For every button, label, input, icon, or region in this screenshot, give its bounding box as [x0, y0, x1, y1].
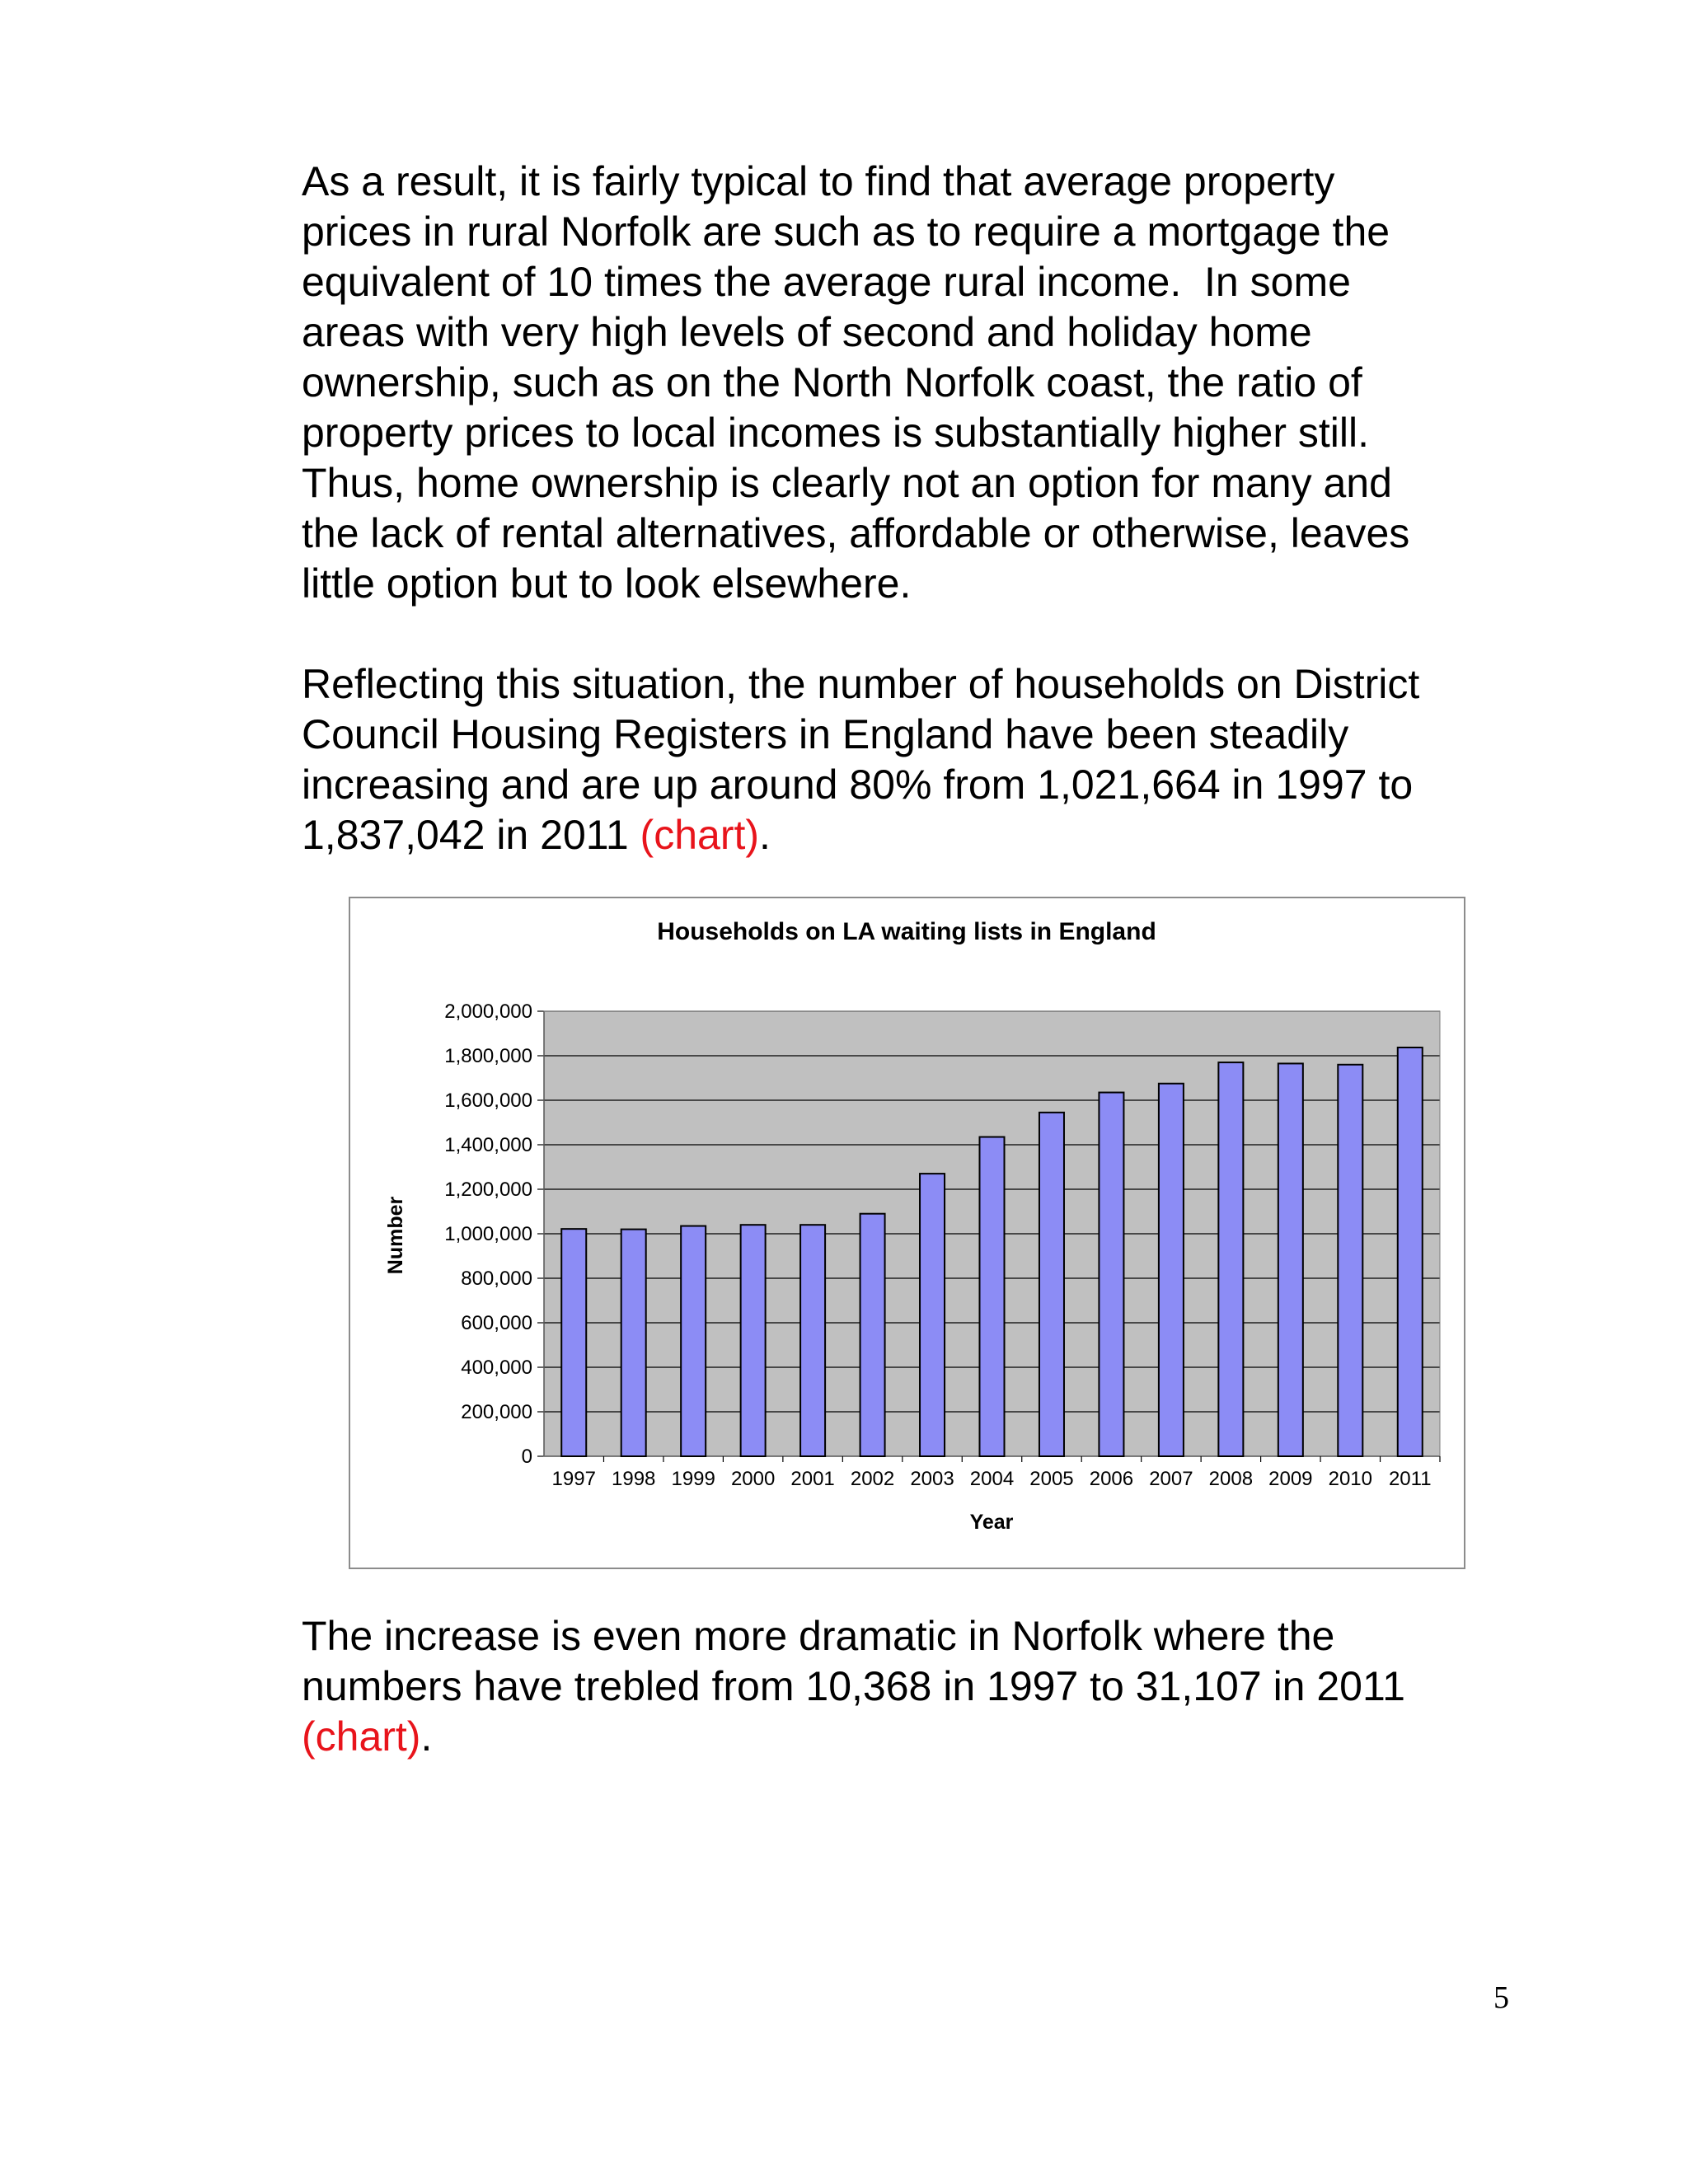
- chart-frame: [349, 897, 1465, 1569]
- x-tick-label: 2002: [850, 1468, 895, 1490]
- y-tick-label: 800,000: [461, 1268, 532, 1290]
- bar-2005: [1039, 1113, 1064, 1456]
- page-number: 5: [1493, 1980, 1509, 2015]
- y-tick-label: 400,000: [461, 1357, 532, 1379]
- text-line: areas with very high levels of second and holiday home: [302, 309, 1312, 355]
- bar-1997: [561, 1229, 586, 1456]
- bar-2009: [1278, 1063, 1303, 1456]
- y-tick-label: 1,600,000: [444, 1090, 532, 1112]
- x-tick-label: 1998: [612, 1468, 656, 1490]
- chart-link[interactable]: (chart): [302, 1713, 421, 1760]
- x-tick-label: 2000: [730, 1468, 776, 1490]
- bar-1998: [621, 1230, 646, 1456]
- bar-2002: [860, 1214, 885, 1456]
- y-tick-label: 1,200,000: [444, 1179, 532, 1201]
- text-line: the lack of rental alternatives, affordable or otherwise, leaves: [302, 510, 1410, 556]
- text-line: As a result, it is fairly typical to find that average property: [302, 158, 1335, 204]
- text-line: Thus, home ownership is clearly not an option for many and: [302, 460, 1392, 506]
- bar-2007: [1159, 1084, 1184, 1456]
- y-tick-label: 1,000,000: [444, 1223, 532, 1245]
- y-tick-label: 1,800,000: [444, 1045, 532, 1067]
- x-tick-label: 1999: [671, 1468, 715, 1490]
- x-tick-label: 2004: [969, 1468, 1015, 1490]
- bar-2008: [1218, 1062, 1243, 1456]
- text-line: equivalent of 10 times the average rural income. In some: [302, 259, 1351, 305]
- bar-2003: [920, 1174, 945, 1456]
- x-axis-title: Year: [969, 1511, 1014, 1534]
- y-tick-label: 2,000,000: [444, 1001, 532, 1023]
- chart-title: Households on LA waiting lists in England: [657, 918, 1156, 945]
- y-tick-label: 1,400,000: [444, 1134, 532, 1156]
- paragraph-norfolk-increase: [302, 1611, 1522, 1762]
- paragraph-housing-affordability: [302, 157, 1522, 609]
- x-tick-label: 2008: [1208, 1468, 1254, 1490]
- x-tick-label: 2003: [910, 1468, 954, 1490]
- bar-chart: [350, 898, 1464, 1568]
- x-tick-label: 2011: [1388, 1468, 1432, 1490]
- bar-2006: [1099, 1093, 1123, 1456]
- x-tick-label: 2006: [1089, 1468, 1134, 1490]
- y-tick-label: 600,000: [461, 1312, 532, 1334]
- bar-2000: [741, 1225, 766, 1456]
- x-tick-label: 1997: [551, 1468, 596, 1490]
- x-tick-label: 2005: [1029, 1468, 1074, 1490]
- x-tick-label: 2007: [1149, 1468, 1193, 1490]
- y-tick-label: 200,000: [461, 1401, 532, 1423]
- text-line: numbers have trebled from 10,368 in 1997 to 31,107 in 2011: [302, 1663, 1405, 1709]
- text-line: little option but to look elsewhere.: [302, 560, 912, 607]
- bar-2011: [1398, 1047, 1423, 1456]
- paragraph-england-registers: [302, 659, 1522, 860]
- x-tick-label: 2009: [1268, 1468, 1313, 1490]
- text-line: ownership, such as on the North Norfolk coast, the ratio of: [302, 359, 1362, 405]
- bar-2004: [980, 1137, 1005, 1456]
- trailing-period: .: [420, 1713, 433, 1760]
- text-line: Reflecting this situation, the number of households on District: [302, 661, 1420, 707]
- text-line: The increase is even more dramatic in Norfolk where the: [302, 1613, 1335, 1659]
- y-axis-title: Number: [384, 1196, 407, 1275]
- bar-1999: [681, 1226, 706, 1456]
- bar-2010: [1338, 1065, 1362, 1456]
- text-line: Council Housing Registers in England have been steadily: [302, 711, 1349, 757]
- y-tick-label: 0: [521, 1446, 532, 1468]
- chart-link[interactable]: (chart): [640, 812, 760, 858]
- text-line: increasing and are up around 80% from 1,021,664 in 1997 to: [302, 762, 1414, 808]
- x-tick-label: 2010: [1328, 1468, 1372, 1490]
- bar-2001: [800, 1225, 825, 1456]
- paragraph-last-line-text: 1,837,042 in 2011: [302, 812, 640, 858]
- text-line: prices in rural Norfolk are such as to require a mortgage the: [302, 209, 1390, 255]
- text-line: property prices to local incomes is substantially higher still.: [302, 410, 1369, 456]
- trailing-period: .: [759, 812, 771, 858]
- x-tick-label: 2001: [790, 1468, 835, 1490]
